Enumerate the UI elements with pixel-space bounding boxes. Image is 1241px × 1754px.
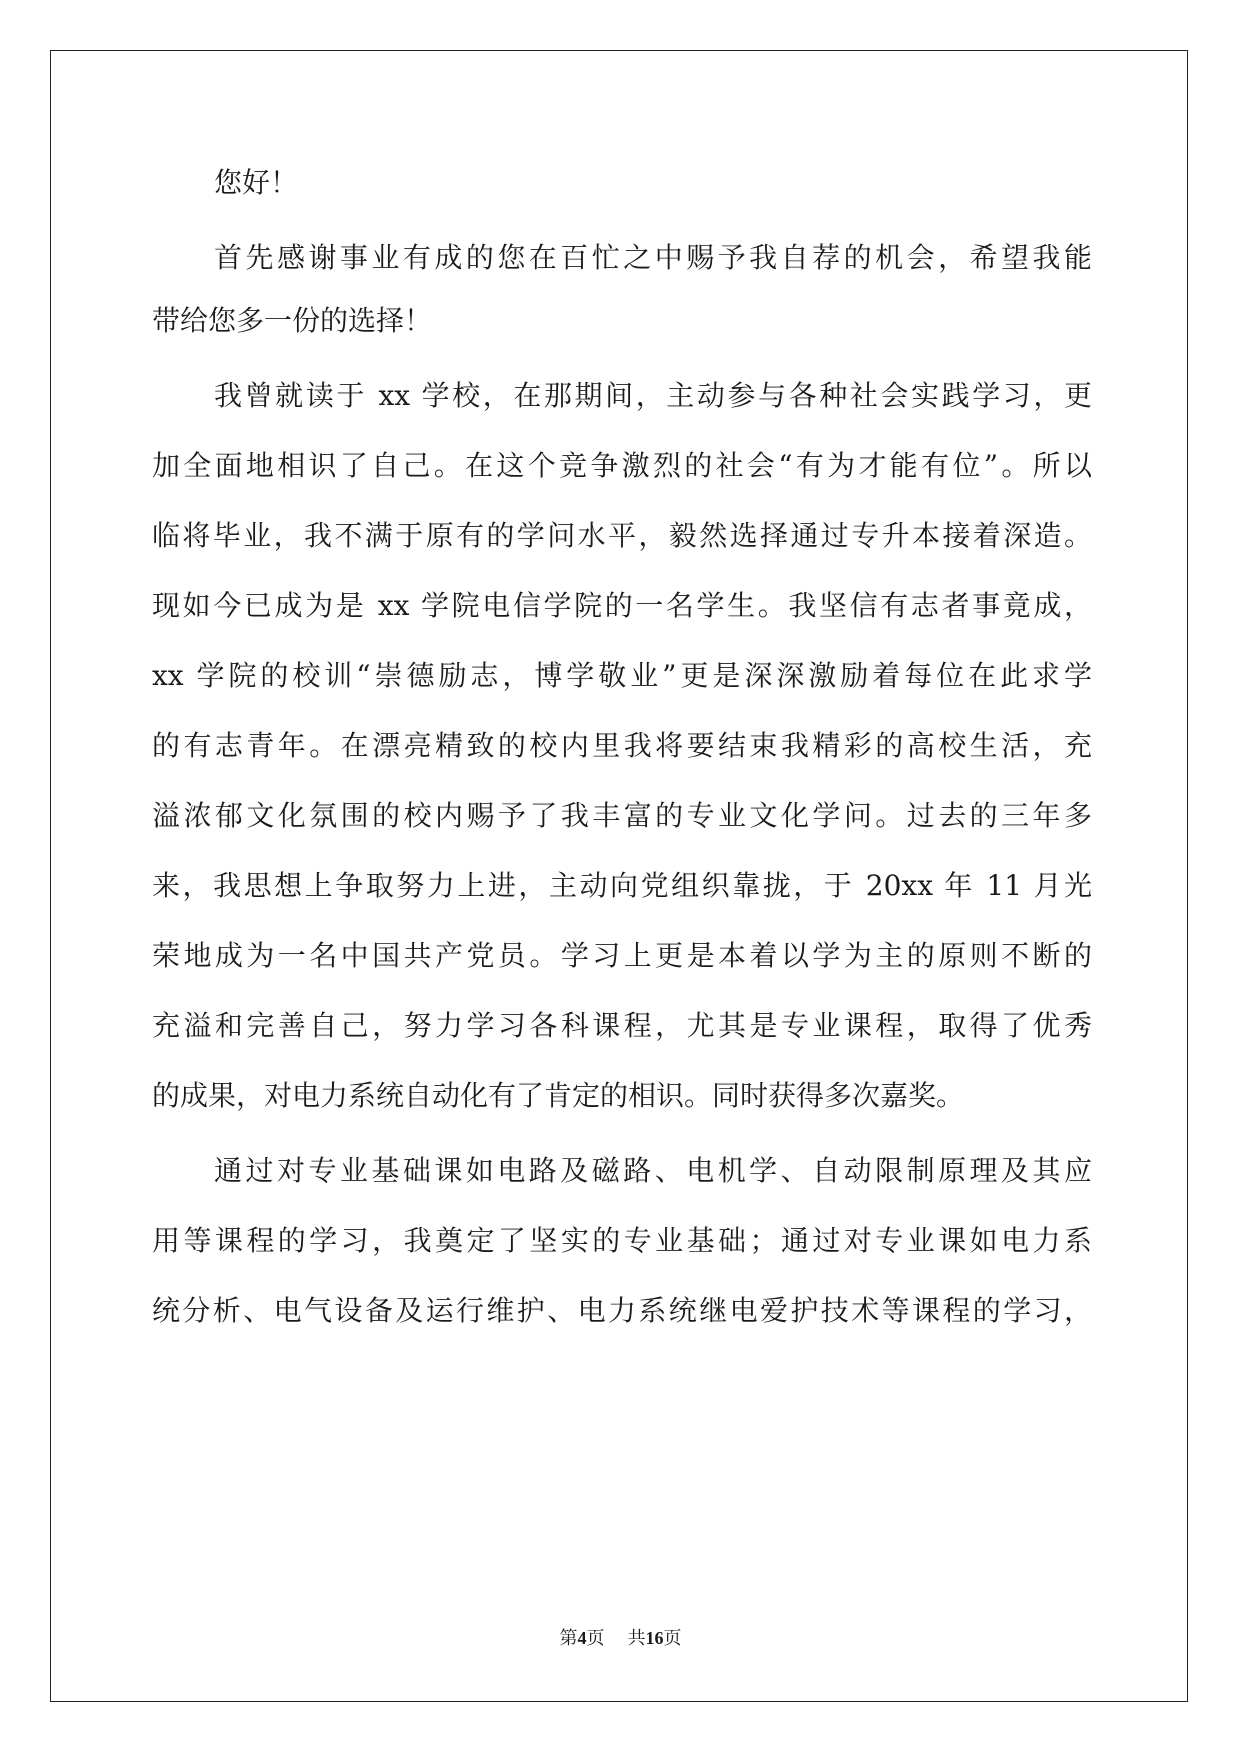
total-suffix: 页	[663, 1628, 682, 1649]
page-prefix: 第	[559, 1628, 578, 1649]
text-line: 的成果，对电力系统自动化有了肯定的相识。同时获得多次嘉奖。	[152, 1079, 965, 1112]
text-line: 荣地成为一名中国共产党员。学习上更是本着以学为主的原则不断的	[152, 939, 1092, 972]
text-line: 您好！	[214, 166, 299, 199]
text-line: 溢浓郁文化氛围的校内赐予了我丰富的专业文化学问。过去的三年多	[152, 799, 1092, 832]
text-line: 统分析、电气设备及运行维护、电力系统继电爱护技术等课程的学习，	[152, 1294, 1092, 1327]
text-line: 加全面地相识了自己。在这个竞争激烈的社会“有为才能有位”。所以	[152, 449, 1092, 482]
text-line: 用等课程的学习，我奠定了坚实的专业基础；通过对专业课如电力系	[152, 1224, 1092, 1257]
page-number: 4	[577, 1628, 587, 1648]
text-line: 的有志青年。在漂亮精致的校内里我将要结束我精彩的高校生活，充	[152, 729, 1092, 762]
text-line: 首先感谢事业有成的您在百忙之中赐予我自荐的机会，希望我能	[214, 241, 1092, 274]
page-footer	[0, 1624, 1241, 1650]
text-line: 来，我思想上争取努力上进，主动向党组织靠拢，于 20xx 年 11 月光	[152, 869, 1092, 902]
text-line: 通过对专业基础课如电路及磁路、电机学、自动限制原理及其应	[214, 1154, 1092, 1187]
text-line: 现如今已成为是 xx 学院电信学院的一名学生。我坚信有志者事竟成，	[152, 589, 1092, 622]
text-line: xx 学院的校训“崇德励志，博学敬业”更是深深激励着每位在此求学	[152, 659, 1092, 692]
text-line: 我曾就读于 xx 学校，在那期间，主动参与各种社会实践学习，更	[214, 379, 1092, 412]
text-line: 充溢和完善自己，努力学习各科课程，尤其是专业课程，取得了优秀	[152, 1009, 1092, 1042]
page-suffix: 页	[586, 1628, 605, 1649]
text-line: 临将毕业，我不满于原有的学问水平，毅然选择通过专升本接着深造。	[152, 519, 1092, 552]
total-pages: 16	[645, 1628, 664, 1648]
total-prefix: 共	[627, 1628, 646, 1649]
text-line: 带给您多一份的选择！	[152, 304, 433, 337]
